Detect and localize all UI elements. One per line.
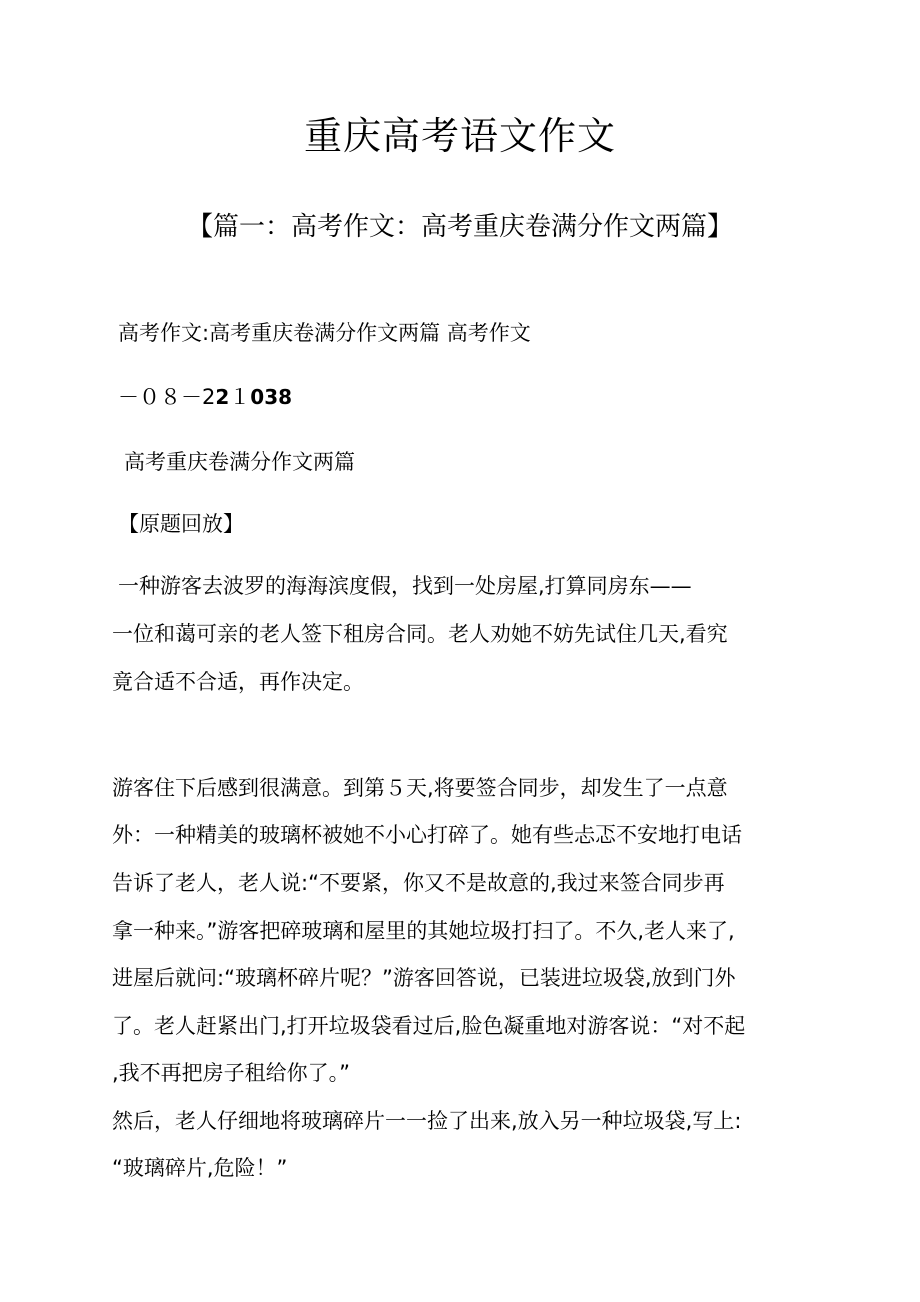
article-title: 高考作文:高考重庆卷满分作文两篇 高考作文 xyxy=(118,321,531,345)
paragraph-line: 外：一种精美的玻璃杯被她不小心打碎了。她有些忐忑不安地打电话 xyxy=(112,823,742,847)
paragraph-line: 告诉了老人，老人说:“不要紧，你又不是故意的,我过来签合同步再 xyxy=(112,871,725,895)
paragraph-line: ,我不再把房子租给你了。” xyxy=(112,1061,351,1085)
paragraph-line: 竟合适不合适，再作决定。 xyxy=(112,670,364,694)
section-label: 【原题回放】 xyxy=(118,512,244,536)
paragraph-line: 一位和蔼可亲的老人签下租房合同。老人劝她不妨先试住几天,看究 xyxy=(112,622,728,646)
date-prefix: －０８－2 xyxy=(118,385,216,409)
paragraph-line: “玻璃碎片,危险！” xyxy=(112,1156,288,1180)
date-suffix: 038 xyxy=(250,385,293,409)
article-heading: 高考重庆卷满分作文两篇 xyxy=(124,450,355,474)
date-bold-digit: 2 xyxy=(215,385,230,409)
date-mid: １ xyxy=(229,385,251,409)
paragraph-line: 一种游客去波罗的海海滨度假，找到一处房屋,打算同房东—— xyxy=(118,574,692,598)
paragraph-line: 然后，老人仔细地将玻璃碎片一一捡了出来,放入另一种垃圾袋,写上: xyxy=(112,1109,742,1133)
paragraph-line: 进屋后就问:“玻璃杯碎片呢？”游客回答说，已装进垃圾袋,放到门外 xyxy=(112,966,736,990)
paragraph-line: 了。老人赶紧出门,打开垃圾袋看过后,脸色凝重地对游客说：“对不起 xyxy=(112,1014,746,1038)
document-title: 重庆高考语文作文 xyxy=(303,114,616,158)
paragraph-line: 拿一种来。”游客把碎玻璃和屋里的其她垃圾打扫了。不久,老人来了, xyxy=(112,919,735,943)
article-date xyxy=(118,381,292,413)
document-subtitle: 【篇一：高考作文：高考重庆卷满分作文两篇】 xyxy=(186,212,733,242)
paragraph-line: 游客住下后感到很满意。到第５天,将要签合同步，却发生了一点意 xyxy=(112,776,728,800)
